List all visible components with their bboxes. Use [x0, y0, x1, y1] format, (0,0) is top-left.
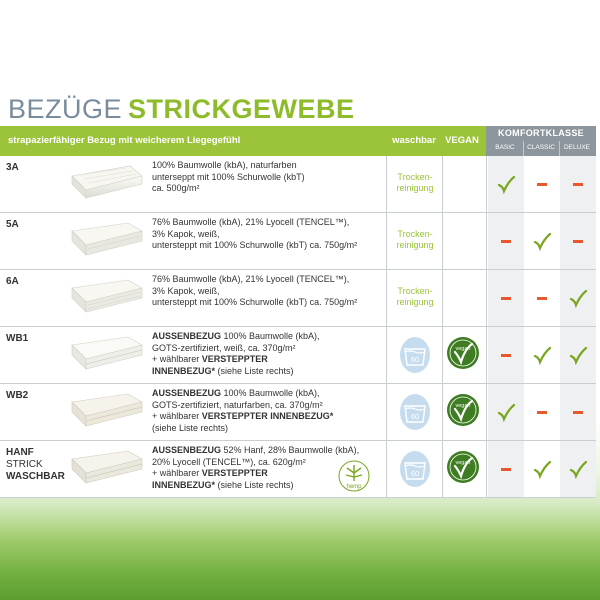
wash-temp: 60: [410, 469, 420, 478]
comfort-deluxe-cell: [560, 270, 596, 326]
dry-clean-line: Trocken-: [397, 229, 433, 239]
column-divider: [486, 156, 487, 212]
column-divider: [442, 327, 443, 383]
mattress-image: [68, 390, 144, 430]
description-line: + wählbarer VERSTEPPTER: [152, 354, 268, 364]
dry-clean-line: reinigung: [396, 297, 434, 307]
wash-temp: 60: [410, 412, 420, 421]
dash-icon: [573, 240, 583, 243]
dry-clean-line: reinigung: [396, 183, 434, 193]
comfort-deluxe-cell: [560, 327, 596, 383]
description-line: 76% Baumwolle (kbA), 21% Lyocell (TENCEL™),: [152, 217, 350, 227]
mattress-image: [68, 447, 144, 487]
header-description: strapazierfähiger Bezug mit weicherem Liegegefühl: [8, 135, 241, 146]
dash-icon: [501, 240, 511, 243]
row-code-bottom: WASCHBAR: [6, 471, 65, 482]
row-code: 3A: [6, 162, 19, 173]
description-line: 3% Kapok, weiß,: [152, 285, 220, 296]
check-icon: [568, 459, 588, 479]
page-title: [8, 94, 355, 125]
mattress-image: [68, 219, 144, 259]
comfort-classic-cell: [524, 156, 560, 212]
row-description: [152, 274, 388, 309]
wash-temp: 60: [410, 355, 420, 364]
title-accent: STRICKGEWEBE: [128, 94, 355, 124]
dry-clean-line: Trocken-: [397, 286, 433, 296]
check-icon: [568, 288, 588, 308]
wash-60-icon: [400, 394, 430, 430]
row-code: 5A: [6, 219, 19, 230]
comfort-classic-cell: [524, 213, 560, 269]
comfort-basic-cell: [488, 213, 524, 269]
comfort-basic-cell: [488, 441, 524, 497]
column-divider: [442, 384, 443, 440]
description-line: 100% Baumwolle (kbA), naturfarben: [152, 160, 297, 170]
vegan-label: vegan: [455, 403, 471, 409]
description-line: GOTS-zertifiziert, weiß, ca. 370g/m²: [152, 342, 296, 353]
column-divider: [442, 213, 443, 269]
row-code: WB2: [6, 390, 29, 401]
column-divider: [386, 327, 387, 383]
mattress-image: [68, 276, 144, 316]
row-code: 6A: [6, 276, 19, 287]
row-description: [152, 388, 388, 434]
column-divider: [386, 384, 387, 440]
hemp-badge-icon: [336, 459, 372, 493]
row-description: [152, 331, 388, 377]
description-line: untersteppt mit 100% Schurwolle (kbT) ca. 750g/m²: [152, 297, 358, 307]
table-row: [0, 327, 596, 384]
row-description: [152, 160, 388, 195]
comfort-deluxe-cell: [560, 384, 596, 440]
table-row: [0, 384, 596, 441]
header-washable: waschbar: [392, 135, 436, 146]
description-line: GOTS-zertifiziert, naturfarben, ca. 370g/m²: [152, 399, 323, 410]
description-line: 3% Kapok, weiß,: [152, 228, 220, 239]
hemp-label: hemp: [346, 484, 362, 490]
column-divider: [486, 213, 487, 269]
comfort-basic-cell: [488, 327, 524, 383]
dry-clean-text: [388, 172, 442, 194]
column-divider: [486, 270, 487, 326]
description-line: 76% Baumwolle (kbA), 21% Lyocell (TENCEL™),: [152, 274, 350, 284]
description-line: 20% Lyocell (TENCEL™), ca. 620g/m²: [152, 456, 306, 467]
dash-icon: [537, 411, 547, 414]
table-row: [0, 213, 596, 270]
check-icon: [496, 174, 516, 194]
dry-clean-text: [388, 286, 442, 308]
comfort-classic-cell: [524, 441, 560, 497]
cover-table: [0, 126, 596, 498]
comfort-classic-cell: [524, 327, 560, 383]
dash-icon: [573, 411, 583, 414]
comfort-deluxe-cell: [560, 156, 596, 212]
column-divider: [386, 270, 387, 326]
comfort-basic-cell: [488, 156, 524, 212]
header-comfort-class: [486, 126, 596, 156]
description-line: + wählbarer VERSTEPPTER: [152, 468, 268, 478]
table-row: [0, 156, 596, 213]
mattress-image: [68, 333, 144, 373]
column-divider: [442, 156, 443, 212]
header-deluxe: DELUXE: [563, 144, 590, 151]
dash-icon: [537, 183, 547, 186]
wash-60-icon: [400, 337, 430, 373]
vegan-badge-icon: [446, 392, 480, 428]
comfort-class-title: KOMFORTKLASSE: [498, 128, 584, 138]
row-description: [152, 217, 388, 252]
dash-icon: [537, 297, 547, 300]
wash-60-icon: [400, 451, 430, 487]
comfort-deluxe-cell: [560, 213, 596, 269]
column-divider: [386, 441, 387, 497]
comfort-basic-cell: [488, 270, 524, 326]
table-row: [0, 441, 596, 498]
comfort-deluxe-cell: [560, 441, 596, 497]
comfort-classic-cell: [524, 270, 560, 326]
column-divider: [442, 441, 443, 497]
description-line: AUSSENBEZUG 100% Baumwolle (kbA),: [152, 331, 320, 341]
column-divider: [486, 327, 487, 383]
description-line: unterseppt mit 100% Schurwolle (kbT): [152, 171, 305, 182]
check-icon: [532, 345, 552, 365]
description-line: AUSSENBEZUG 52% Hanf, 28% Baumwolle (kbA),: [152, 445, 360, 455]
dash-icon: [501, 468, 511, 471]
table-row: [0, 270, 596, 327]
dry-clean-text: [388, 229, 442, 251]
description-line: untersteppt mit 100% Schurwolle (kbT) ca. 750g/m²: [152, 240, 358, 250]
description-line: INNENBEZUG* (siehe Liste rechts): [152, 479, 294, 490]
row-code-top: HANF: [6, 447, 34, 458]
vegan-badge-icon: [446, 449, 480, 485]
title-main: BEZÜGE: [8, 94, 123, 124]
vegan-label: vegan: [455, 460, 471, 466]
vegan-badge-icon: [446, 335, 480, 371]
description-line: INNENBEZUG* (siehe Liste rechts): [152, 365, 294, 376]
description-line: (siehe Liste rechts): [152, 422, 229, 433]
header-classic: CLASSIC: [527, 144, 555, 151]
check-icon: [532, 459, 552, 479]
column-divider: [486, 441, 487, 497]
dry-clean-line: reinigung: [396, 240, 434, 250]
column-divider: [486, 384, 487, 440]
description-line: AUSSENBEZUG 100% Baumwolle (kbA),: [152, 388, 320, 398]
description-line: ca. 500g/m²: [152, 183, 200, 193]
dash-icon: [501, 297, 511, 300]
description-line: + wählbarer VERSTEPPTER INNENBEZUG*: [152, 411, 334, 421]
header-basic: BASIC: [495, 144, 515, 151]
check-icon: [532, 231, 552, 251]
comfort-basic-cell: [488, 384, 524, 440]
vegan-label: vegan: [455, 346, 471, 352]
mattress-image: [68, 162, 144, 202]
table-header: [0, 126, 596, 156]
dry-clean-line: Trocken-: [397, 172, 433, 182]
row-code: WB1: [6, 333, 29, 344]
row-code-mid: STRICK: [6, 459, 43, 470]
check-icon: [568, 345, 588, 365]
dash-icon: [573, 183, 583, 186]
dash-icon: [501, 354, 511, 357]
column-divider: [386, 156, 387, 212]
column-divider: [442, 270, 443, 326]
header-vegan: VEGAN: [445, 135, 479, 146]
check-icon: [496, 402, 516, 422]
comfort-classic-cell: [524, 384, 560, 440]
row-code: [6, 447, 65, 483]
column-divider: [386, 213, 387, 269]
